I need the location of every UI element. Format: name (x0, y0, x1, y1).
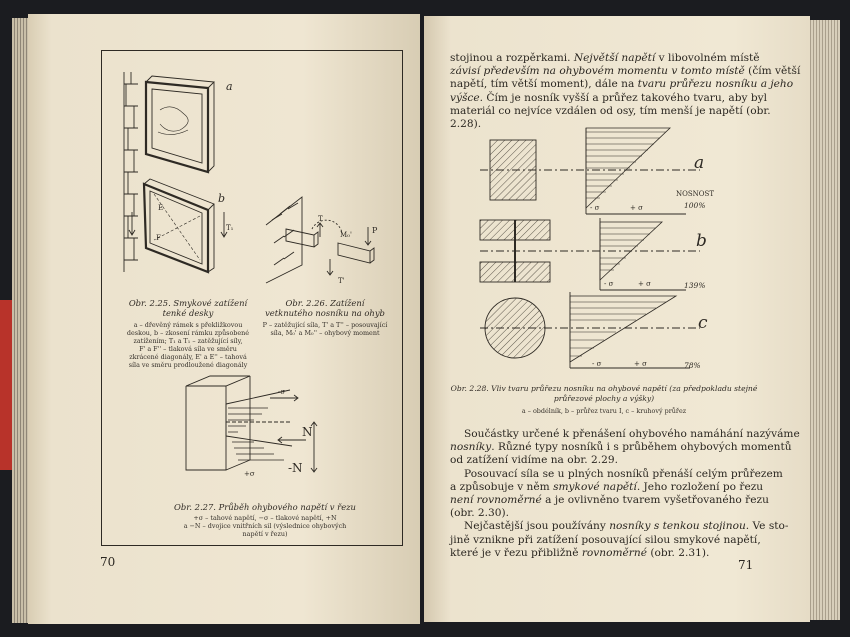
fig228-plus-sigma-b: + σ (638, 280, 651, 288)
intro-line-3: napětí, tím větší moment), dále na tvaru průřezu nosníku a jeho (450, 78, 794, 91)
intro-line-5: materiál co nejvíce vzdálen od osy, tím menší je napětí (obr. (450, 104, 771, 117)
fig225-desc-6: síla ve směru prodloužené diagonály (128, 361, 248, 369)
fig228-pct-100: 100% (684, 201, 706, 210)
fig225-label-e: E (158, 204, 164, 212)
fig226-title-2: vetknutého nosníku na ohyb (265, 308, 385, 318)
figure-2-28-caption (448, 384, 760, 415)
intro-line-4: výšce. Čím je nosník vyšší a průřez takového tvaru, aby byl (450, 91, 768, 104)
fig228-caption-1: Obr. 2.28. Vliv tvaru průřezu nosníku na ohybové napětí (za předpokladu stejné (450, 384, 758, 393)
fig227-label-negn: -N (288, 461, 303, 475)
fig228-caption-2: průřezové plochy a výšky) (553, 394, 655, 403)
fig227-title: Obr. 2.27. Průběh ohybového napětí v řezu (174, 502, 356, 512)
fig228-plus-sigma-c: + σ (634, 360, 647, 368)
fig228-label-c: c (698, 313, 708, 333)
fig228-pct-139: 139% (684, 281, 706, 290)
fig225-desc-2: deskou, b – zkosení rámku způsobené (126, 329, 250, 337)
figure-2-27-drawing (180, 374, 330, 492)
fig228-minus-sigma-c: - σ (592, 360, 602, 368)
fig228-minus-sigma-a: - σ (590, 204, 600, 212)
left-page-number: 70 (100, 555, 116, 569)
fig228-label-a: a (694, 153, 705, 173)
figure-2-25-caption (110, 298, 266, 369)
fig228-pct-78: 78% (684, 361, 701, 370)
p1-line-2: nosníky. Různé typy nosníků i s průběhem ohybových momentů (450, 441, 792, 454)
fig227-label-n: N (302, 425, 313, 439)
fig227-label-plus: +σ (244, 470, 255, 478)
fig228-label-b: b (696, 231, 707, 251)
fig225-desc-3: zatížením; T₁ a T₁ – zatěžující síly, (133, 337, 243, 345)
p2-line-4: (obr. 2.30). (450, 507, 510, 520)
fig225-desc-1: a – dřevěný rámek s překližkovou (133, 321, 243, 329)
fig228-plus-sigma-a: + σ (630, 204, 643, 212)
p2-line-3: není rovnoměrné a je ovlivněno tvarem vyšetřovaného řezu (450, 494, 769, 507)
fig228-nosnost: NOSNOST (676, 190, 714, 198)
fig225-title-2: tenké desky (162, 308, 214, 318)
figure-2-25-drawing (118, 62, 238, 277)
fig226-label-t: T (318, 215, 323, 223)
fig226-label-t2: T' (338, 277, 345, 285)
p3-line-3: které je v řezu přibližně rovnoměrné (obr. 2.31). (450, 546, 710, 559)
fig225-desc-5: zkrácené diagonály, E' a E'' – tahová (129, 353, 247, 361)
right-page-number: 71 (738, 558, 754, 572)
fig227-desc-2: a −N – dvojice vnitřních sil (výslednice ohybových (183, 522, 347, 530)
fig225-label-a: a (226, 80, 233, 93)
fig225-label-t1: T₁ (226, 224, 234, 232)
p3-line-2: jině vznikne při zatížení posouvající silou smykové napětí, (450, 533, 761, 546)
intro-line-2: závisí především na ohybovém momentu v tomto místě (čím větší (450, 65, 801, 78)
fig226-desc-1: P – zatěžující síla, T' a T'' – posouvající (262, 321, 388, 329)
figure-2-27-caption (160, 502, 370, 538)
figure-2-26-drawing (262, 185, 392, 285)
figure-2-26-caption (252, 298, 398, 337)
p2-line-1: Posouvací síla se u plných nosníků přenáší celým průřezem (464, 467, 783, 480)
fig225-desc-4: F' a F'' – tlaková síla ve směru (139, 345, 237, 353)
intro-line-6: 2.28). (450, 118, 482, 131)
fig228-minus-sigma-b: - σ (604, 280, 614, 288)
p1-line-3: od zatížení vidíme na obr. 2.29. (450, 454, 618, 467)
fig226-title-1: Obr. 2.26. Zatížení (285, 298, 365, 308)
right-page-edges (808, 20, 840, 620)
right-body-text (450, 428, 800, 560)
fig227-label-minus: -σ (278, 388, 286, 396)
fig227-desc-3: napětí v řezu) (242, 530, 288, 538)
intro-line-1: stojinou a rozpěrkami. Největší napětí v libovolném místě (450, 52, 760, 64)
p2-line-2: a způsobuje v něm smykové napětí. Jeho rozložení po řezu (450, 480, 764, 493)
fig225-title-1: Obr. 2.25. Smykové zatížení (128, 298, 248, 308)
figure-2-28-drawing (470, 118, 755, 376)
p1-line-1: Součástky určené k přenášení ohybového namáhání nazýváme (464, 428, 800, 440)
fig225-label-b: b (218, 192, 226, 205)
fig226-label-p: P (372, 226, 378, 235)
fig226-desc-2: síla, M₀' a M₀'' – ohybový moment (270, 329, 380, 337)
fig227-desc-1: +σ – tahové napětí, −σ – tlakové napětí, +N (193, 514, 337, 522)
fig226-label-m: M₀' (340, 231, 352, 239)
fig228-desc: a – obdélník, b – průřez tvaru I, c – kruhový průřez (521, 407, 687, 415)
p3-line-1: Nejčastější jsou používány nosníky s tenkou stojinou. Ve sto- (464, 520, 789, 533)
fig225-label-f: F (156, 234, 161, 242)
